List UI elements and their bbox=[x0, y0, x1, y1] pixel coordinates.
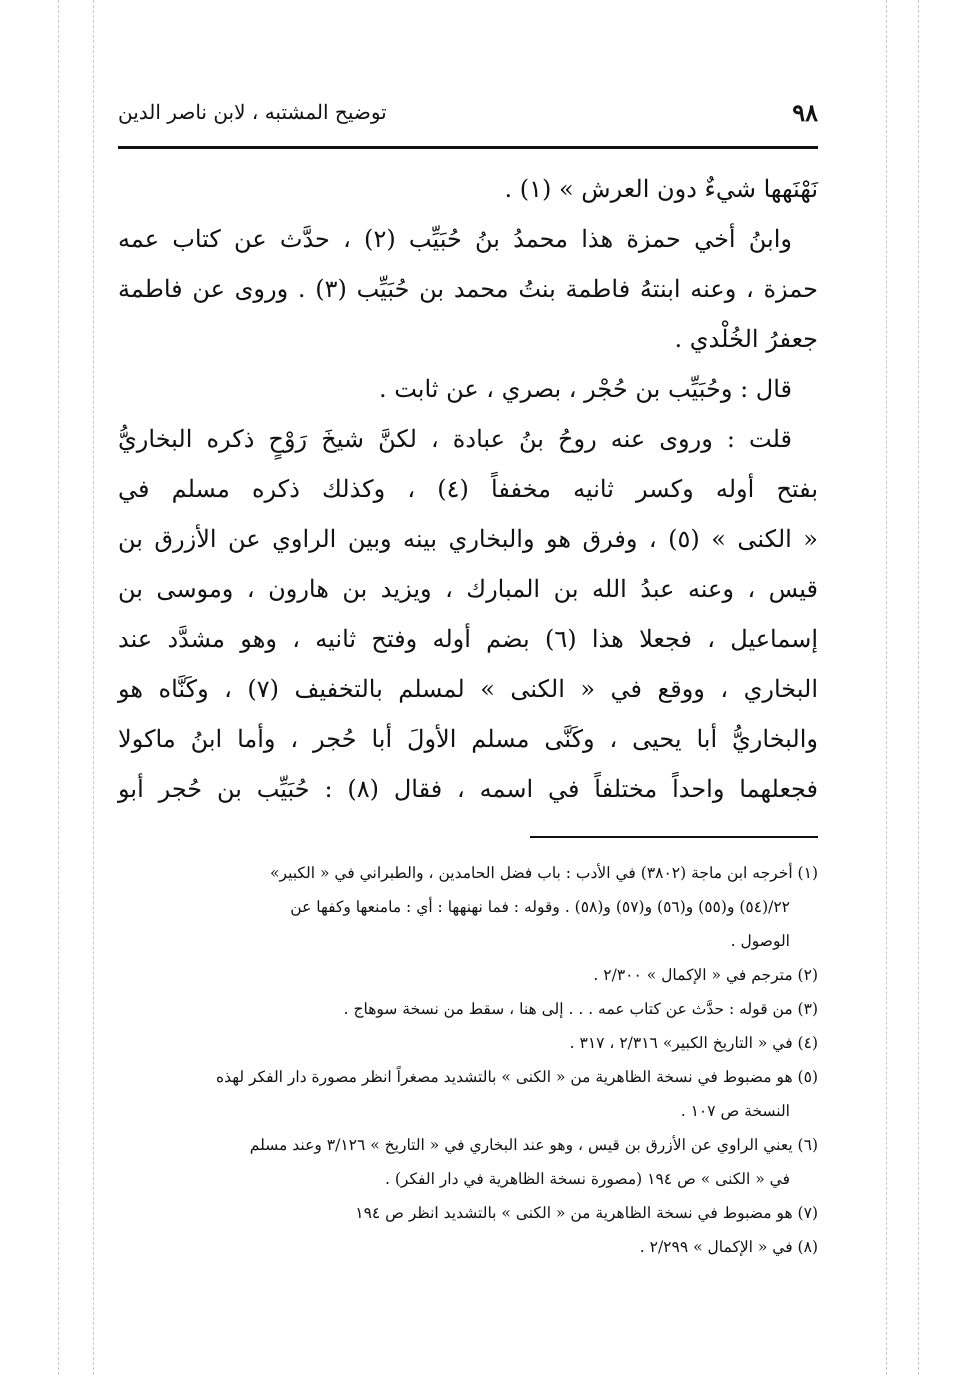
footnote-line: النسخة ص ١٠٧ . bbox=[680, 1102, 790, 1120]
main-text-line: والبخاريُّ أبا يحيى ، وكَنَّى مسلم الأولَ أبا حُجر ، وأما ابنُ ماكولا bbox=[118, 725, 818, 753]
main-text-line: قال : وحُبَيِّب بن حُجْر ، بصري ، عن ثابت . bbox=[378, 375, 792, 403]
main-text-line: وابنُ أخي حمزة هذا محمدُ بنُ حُبَيِّب (٢) ، حدَّث عن كتاب عمه bbox=[118, 225, 792, 253]
footnote-line: في « الكنى » ص ١٩٤ (مصورة نسخة الظاهرية في دار الفكر) . bbox=[385, 1170, 790, 1188]
footnotes bbox=[118, 856, 818, 1264]
footnote-line: (٧) هو مضبوط في نسخة الظاهرية من « الكنى » بالتشديد انظر ص ١٩٤ bbox=[355, 1204, 818, 1222]
footnote-line: (٢) مترجم في « الإكمال » ٢/٣٠٠ . bbox=[593, 966, 818, 984]
main-text-line: « الكنى » (٥) ، وفرق هو والبخاري بينه وبين الراوي عن الأزرق بن bbox=[118, 525, 818, 553]
running-title: توضيح المشتبه ، لابن ناصر الدين bbox=[118, 100, 387, 124]
footnote-line: (٨) في « الإكمال » ٢/٢٩٩ . bbox=[639, 1238, 818, 1256]
footnote-line: ٢٢/(٥٤) و(٥٥) و(٥٦) و(٥٧) و(٥٨) . وقوله : فما نهنهها : أي : مامنعها وكفها عن bbox=[290, 898, 790, 916]
main-text-line: فجعلهما واحداً مختلفاً في اسمه ، فقال (٨) : حُبَيِّب بن حُجر أبو bbox=[118, 775, 818, 803]
footnote-line: (٦) يعني الراوي عن الأزرق بن قيس ، وهو عند البخاري في « التاريخ » ٣/١٢٦ وعند مسلم bbox=[249, 1136, 818, 1154]
main-text-line: قيس ، وعنه عبدُ الله بن المبارك ، ويزيد بن هارون ، وموسى بن bbox=[118, 575, 818, 603]
footnote-separator bbox=[530, 836, 818, 838]
scan-artifact-line bbox=[93, 0, 94, 1375]
footnote-line: (٤) في « التاريخ الكبير» ٢/٣١٦ ، ٣١٧ . bbox=[569, 1034, 818, 1052]
scan-artifact-line bbox=[58, 0, 59, 1375]
footnote-line: الوصول . bbox=[730, 932, 790, 950]
main-text bbox=[118, 164, 818, 814]
main-text-line: قلت : وروى عنه روحُ بنُ عبادة ، لكنَّ شيخَ رَوْحٍ ذكره البخاريُّ bbox=[118, 425, 792, 453]
page-number: ٩٨ bbox=[792, 98, 818, 127]
scan-artifact-line bbox=[886, 0, 887, 1375]
footnote-line: (١) أخرجه ابن ماجة (٣٨٠٢) في الأدب : باب فضل الحامدين ، والطبراني في « الكبير» bbox=[270, 864, 818, 882]
main-text-line: نَهْنَهها شيءٌ دون العرش » (١) . bbox=[504, 175, 818, 203]
footnote-line: (٣) من قوله : حدَّث عن كتاب عمه . . . إلى هنا ، سقط من نسخة سوهاج . bbox=[343, 1000, 818, 1018]
scan-artifact-line bbox=[918, 0, 919, 1375]
header-rule bbox=[118, 146, 818, 149]
main-text-line: حمزة ، وعنه ابنتهُ فاطمة بنتُ محمد بن حُبَيِّب (٣) . وروى عن فاطمة bbox=[118, 275, 819, 303]
main-text-line: بفتح أوله وكسر ثانيه مخففاً (٤) ، وكذلك ذكره مسلم في bbox=[118, 475, 818, 503]
main-text-line: البخاري ، ووقع في « الكنى » لمسلم بالتخفيف (٧) ، وكَنَّاه هو bbox=[118, 675, 818, 703]
page-header bbox=[118, 92, 818, 132]
main-text-line: جعفرُ الخُلْدي . bbox=[674, 325, 818, 353]
main-text-line: إسماعيل ، فجعلا هذا (٦) بضم أوله وفتح ثانيه ، وهو مشدَّد عند bbox=[118, 625, 818, 653]
footnote-line: (٥) هو مضبوط في نسخة الظاهرية من « الكنى » بالتشديد مصغراً انظر مصورة دار الفكر لهذه bbox=[215, 1068, 818, 1086]
